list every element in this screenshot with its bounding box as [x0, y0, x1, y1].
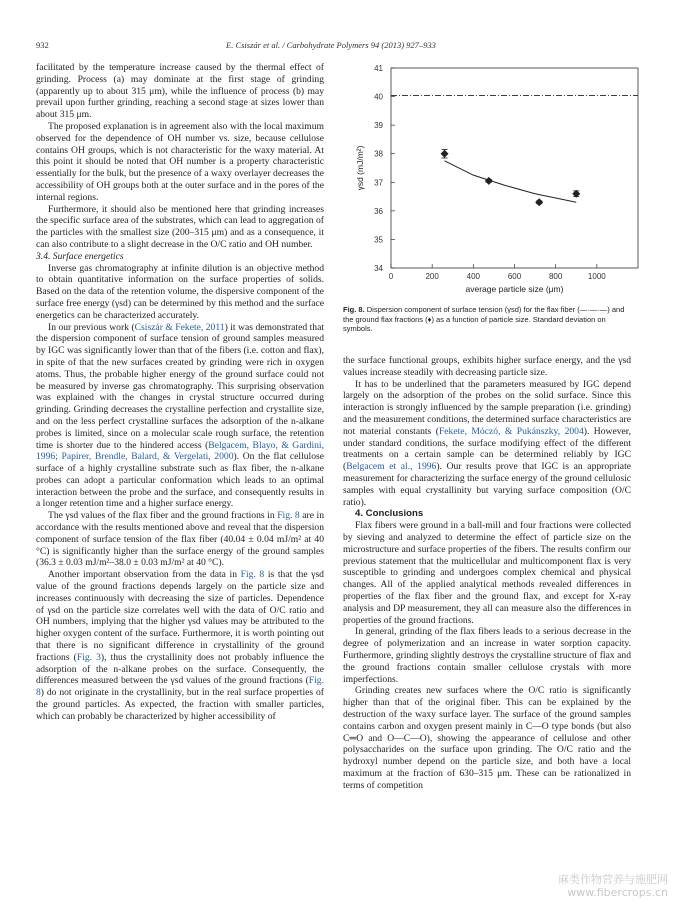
fit-curve	[445, 161, 577, 202]
figure-caption	[343, 305, 633, 334]
x-tick-label: 800	[548, 272, 563, 281]
citation-link[interactable]: Belgacem, Blayo, & Gardini, 1996; Papirer, Brendle, Balard, & Vergelati, 2000	[36, 439, 324, 463]
plot-frame	[391, 68, 638, 268]
figure-link[interactable]: Fig. 8	[240, 569, 265, 581]
paragraph: Inverse gas chromatography at infinite dilution is an objective method to obtain quantitative information on the surface properties of solids. Based on the data of the retention volume, the dispersive component of the surface free energy (γsd) can be determined by this method and the surface energetics can be characterized accurately.	[36, 262, 324, 321]
caption-text: Dispersion component of surface tension (γsd) for the flax fiber (—·—·—) and the ground flax fractions (♦) as a function of particle size. Standard deviation on symbols.	[343, 305, 625, 333]
x-tick-label: 600	[507, 272, 522, 281]
text-span: ). On the flat cellulose surface of a highly crystalline substrate such as flax fiber, the n-alkane probes can adopt a particular conformation which leads to an optimal interaction between the probe and the surface, and consequently results in a longer retention time and a higher surface energy.	[36, 451, 324, 510]
running-head: E. Csiszár et al. / Carbohydrate Polymers 94 (2013) 927–933	[226, 40, 436, 50]
data-point	[441, 150, 449, 158]
figure-link[interactable]: Fig. 8	[36, 675, 324, 699]
right-column	[343, 355, 631, 791]
paragraph: In general, grinding of the flax fibers leads to a serious decrease in the degree of polymerization and an increase in water sorption capacity. Furthermore, grinding slightly destroys the crystalline structure of flax and the ground fractions contain smaller cellulose crystals with more imperfections.	[343, 626, 631, 685]
y-tick-label: 37	[374, 178, 383, 188]
figure-link[interactable]: Fig. 8	[277, 510, 300, 522]
y-tick-label: 40	[374, 92, 383, 102]
data-point	[535, 198, 543, 206]
text-span: ). However, under standard conditions, the surface modifying effect of the different treatments on a certain sample can be determined reliably by IGC (	[343, 425, 631, 473]
paragraph: facilitated by the temperature increase caused by the thermal effect of grinding. Process (a) may dominate at the first stage of grinding (apparently up to about 315 μm), while the influence of process (b) may prevail upon further grinding, reaching a second stage at sizes lower than about 315 μm.	[36, 62, 324, 121]
text-span: ), thus the crystallinity does not probably influence the adsorption of the n-alkane probes on the surface. Consequently, the differences measured between the γsd values of the ground fractions (	[36, 651, 324, 687]
data-point	[485, 177, 493, 185]
text-span: In our previous work (	[48, 321, 135, 333]
y-tick-label: 34	[374, 264, 383, 273]
paragraph: Grinding creates new surfaces where the O/C ratio is significantly higher than that of the original fiber. This can be explained by the destruction of the waxy surface layer. The surface of the ground samples contains carbon and oxygen present mainly in C—O type bonds (but also C═O and O—C—O), showing the appearance of cellulose and other polysaccharides on the surface upon grinding. The O/C ratio and the hydroxyl number depend on the particle size, and both have a local maximum at the fraction of 630–315 μm. These can be rationalized in terms of competition	[343, 685, 631, 791]
y-tick-label: 38	[374, 149, 383, 159]
text-span: ) do not originate in the crystallinity, but in the real surface properties of the ground particles. As expected, the fraction with smaller particles, which can probably be characterized by higher accessibility of	[36, 687, 324, 722]
paragraph	[36, 510, 324, 569]
x-tick-label: 1000	[587, 272, 606, 281]
watermark-line: 麻类作物营养与施肥网	[558, 873, 668, 886]
y-axis-label: γsd (mJ/m²)	[355, 145, 365, 191]
paragraph	[36, 322, 324, 511]
paragraph: Furthermore, it should also be mentioned here that grinding increases the specific surface area of the substrates, which can lead to aggregation of the particles with the smallest size (200–315 μm) and as a consequence, it can also contribute to a slight decrease in the O/C ratio and OH number.	[36, 203, 324, 250]
text-span: ) it was demonstrated that the dispersion component of surface tension of ground samples measured by IGC was significantly lower than that of the fibers (i.e. cotton and flax), in spite of that the new surfaces created by grinding were rich in oxygen atoms. Thus, the probable higher energy of the ground surface could not be measured by inverse gas chromatography. This surprising observation was explained with the changes in crystal structure occurred during grinding. Grinding decreases the crystalline perfection and crystallite size, and on the less perfect crystalline surfaces the adsorption of the n-alkane probes is limited, since on a molecular scale rough surface, the retention time is shorter due to the hindered access (	[36, 321, 324, 451]
watermark-line: www.fibercrops.cn	[567, 886, 668, 899]
y-tick-label: 41	[374, 64, 383, 73]
citation-link[interactable]: Fekete, Móczó, & Pukánszky, 2004	[438, 425, 584, 437]
x-axis-label: average particle size (μm)	[465, 284, 564, 294]
text-span: are in accordance with the results mentioned above and reveal that the dispersion component of surface tension of the flax fiber (40.04 ± 0.04 mJ/m² at 40 °C) is significantly higher than the surface energy of the ground samples (36.3 ± 0.03 mJ/m²–38.0 ± 0.03 mJ/m² at 40 °C).	[36, 510, 324, 569]
text-span: The γsd values of the flax fiber and the ground fractions in	[48, 510, 278, 522]
text-span: is that the γsd value of the ground fractions depends largely on the particle size and increases continuously with decreasing the size of particles. Dependence of γsd on the particle size correlates well with the data of O/C ratio and OH numbers, implying that the higher γsd values may be attributed to the higher oxygen content of the surface. Furthermore, it is worth pointing out that there is no significant difference in crystallinity of the ground fractions (	[36, 569, 324, 663]
citation-link[interactable]: Belgacem et al., 1996	[346, 461, 437, 473]
y-tick-label: 39	[374, 121, 383, 131]
x-tick-label: 0	[388, 272, 394, 281]
x-tick-label: 200	[425, 272, 439, 281]
text-span: Another important observation from the data in	[48, 569, 241, 581]
section-title: 4. Conclusions	[355, 508, 424, 520]
text-span: It has to be underlined that the parameters measured by IGC depend largely on the adsorption of the probes on the solid surface. Since this interaction is strongly influenced by the sample preparation (i.e. grinding) and the measurement conditions, the determined surface characteristics are not material constants (	[343, 378, 631, 437]
section-title: 3.4. Surface energetics	[36, 250, 124, 262]
page-number: 932	[36, 40, 49, 50]
text-span: ). Our results prove that IGC is an appropriate measurement for characterizing the surface energy of the ground cellulosic samples with equal crystallinity but varying surface composition (O/C ratio).	[343, 461, 631, 508]
paragraph: The proposed explanation is in agreement also with the local maximum observed for the dependence of OH number vs. size, because cellulose contains OH groups, which is not characteristic for the waxy material. At this point it should be noted that OH number is a property characteristic essentially for the bulk, but the presence of a waxy overlayer decreases the accessibility of OH groups both at the outer surface and in the pores of the internal regions.	[36, 120, 324, 203]
citation-link[interactable]: Csiszár & Fekete, 2011	[134, 321, 225, 333]
left-column	[36, 62, 324, 723]
paragraph: the surface functional groups, exhibits higher surface energy, and the γsd values increase steadily with decreasing particle size.	[343, 355, 631, 378]
x-tick-label: 400	[466, 272, 481, 281]
figure-link[interactable]: Fig. 3	[76, 651, 101, 663]
paragraph: Flax fibers were ground in a ball-mill and four fractions were collected by sieving and analyzed to determine the effect of particle size on the microstructure and surface properties of the fibers. The results confirm our previous statement that the multicellular and multicomponent flax is very susceptible to grinding and undergoes complex chemical and physical changes. All of the applied analytical methods revealed differences in properties of the flax fiber and the ground flax, and except for X-ray analysis and DP measurement, they all can measure also the differences in properties of the ground fractions.	[343, 520, 631, 626]
y-tick-label: 36	[374, 206, 383, 216]
paragraph	[343, 379, 631, 509]
y-tick-label: 35	[374, 235, 383, 245]
paragraph	[36, 569, 324, 722]
watermark	[558, 873, 668, 899]
figure-8-chart	[343, 58, 643, 308]
caption-label: Fig. 8.	[343, 305, 365, 314]
